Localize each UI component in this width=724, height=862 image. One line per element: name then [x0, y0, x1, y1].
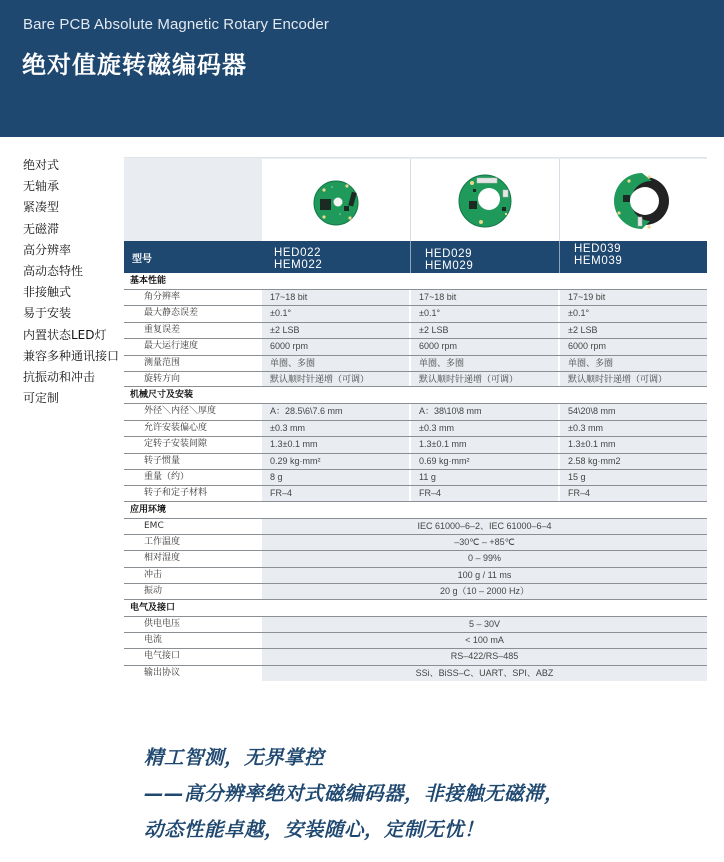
table-row: 重复误差 ±2 LSB ±2 LSB ±2 LSB: [124, 322, 707, 338]
feature-item: 抗振动和冲击: [23, 369, 96, 384]
section-electrical: 电气及接口: [124, 600, 707, 616]
table-row: 转子惯量 0.29 kg·mm² 0.69 kg·mm² 2.58 kg·mm2: [124, 453, 707, 469]
table-row: 工作温度 –30℃ – +85℃: [124, 534, 707, 550]
feature-item: 无磁滞: [23, 221, 60, 236]
feature-item: 紧凑型: [23, 200, 60, 215]
column-divider: [410, 241, 411, 273]
model-name: HED022 HEM022: [274, 247, 323, 271]
feature-item: 可定制: [23, 391, 60, 406]
table-row: 振动 20 g（10 – 2000 Hz）: [124, 583, 707, 599]
table-row: 允许安装偏心度 ±0.3 mm ±0.3 mm ±0.3 mm: [124, 420, 707, 436]
model-header-row: [124, 241, 707, 273]
feature-item: 无轴承: [23, 179, 60, 194]
feature-item: 高动态特性: [23, 263, 84, 278]
model-name: HED029 HEM029: [425, 248, 474, 272]
pcb-encoder-39-icon: [560, 159, 707, 241]
subtitle-en: Bare PCB Absolute Magnetic Rotary Encoder: [23, 16, 329, 33]
model-label: 型号: [132, 254, 152, 265]
page-title: 绝对值旋转磁编码器: [22, 51, 247, 79]
table-row: 最大静态误差 ±0.1° ±0.1° ±0.1°: [124, 305, 707, 321]
header-banner: [0, 0, 724, 137]
table-row: 测量范围 单圈、多圈 单圈、多圈 单圈、多圈: [124, 355, 707, 371]
pcb-encoder-29-icon: [411, 159, 560, 241]
pcb-encoder-22-icon: [262, 159, 411, 241]
table-row: 冲击 100 g / 11 ms: [124, 567, 707, 583]
table-row: EMC IEC 61000–6–2、IEC 61000–6–4: [124, 518, 707, 534]
table-row: 电流 < 100 mA: [124, 632, 707, 648]
table-row: 最大运行速度 6000 rpm 6000 rpm 6000 rpm: [124, 338, 707, 354]
column-divider: [559, 241, 560, 273]
table-row: 转子和定子材料 FR–4 FR–4 FR–4: [124, 485, 707, 501]
section-environment: 应用环境: [124, 502, 707, 518]
section-mechanical: 机械尺寸及安装: [124, 387, 707, 403]
product-image-cell: [262, 159, 411, 241]
slogan: [144, 740, 564, 848]
table-row: 旋转方向 默认顺时针递增（可调） 默认顺时针递增（可调） 默认顺时针递增（可调）: [124, 371, 707, 387]
feature-item: 易于安装: [23, 306, 72, 321]
model-name: HED039 HEM039: [574, 243, 623, 267]
product-image-row: [124, 157, 707, 241]
table-row: 角分辨率 17~18 bit 17~18 bit 17~19 bit: [124, 289, 707, 305]
slogan-line-1: 精工智测，无界掌控: [144, 746, 325, 769]
feature-list: [23, 155, 119, 409]
section-basic: 基本性能: [124, 273, 707, 289]
feature-item: 绝对式: [23, 158, 60, 172]
product-image-cell: [411, 159, 560, 241]
table-row: 重量（约） 8 g 11 g 15 g: [124, 469, 707, 485]
feature-item: 非接触式: [23, 285, 72, 300]
table-row: 电气接口 RS–422/RS–485: [124, 648, 707, 664]
product-image-cell: [560, 159, 707, 241]
table-row: 供电电压 5 – 30V: [124, 616, 707, 632]
table-row: 输出协议 SSi、BiSS–C、UART、SPI、ABZ: [124, 665, 707, 681]
table-row: 定转子安装间隙 1.3±0.1 mm 1.3±0.1 mm 1.3±0.1 mm: [124, 436, 707, 452]
feature-item: 高分辨率: [23, 242, 72, 257]
slogan-line-2: ——高分辨率绝对式磁编码器，非接触无磁滞，: [144, 782, 565, 805]
table-row: 外径＼内径＼厚度 A：28.5\6\7.6 mm A：38\10\8 mm 54\20\8 mm: [124, 403, 707, 419]
spec-table: [124, 157, 707, 681]
table-row: 相对湿度 0 – 99%: [124, 550, 707, 566]
feature-item: 兼容多种通讯接口: [23, 348, 120, 363]
feature-item: 内置状态LED灯: [23, 327, 107, 342]
slogan-line-3: 动态性能卓越，安装随心，定制无忧！: [144, 818, 485, 841]
